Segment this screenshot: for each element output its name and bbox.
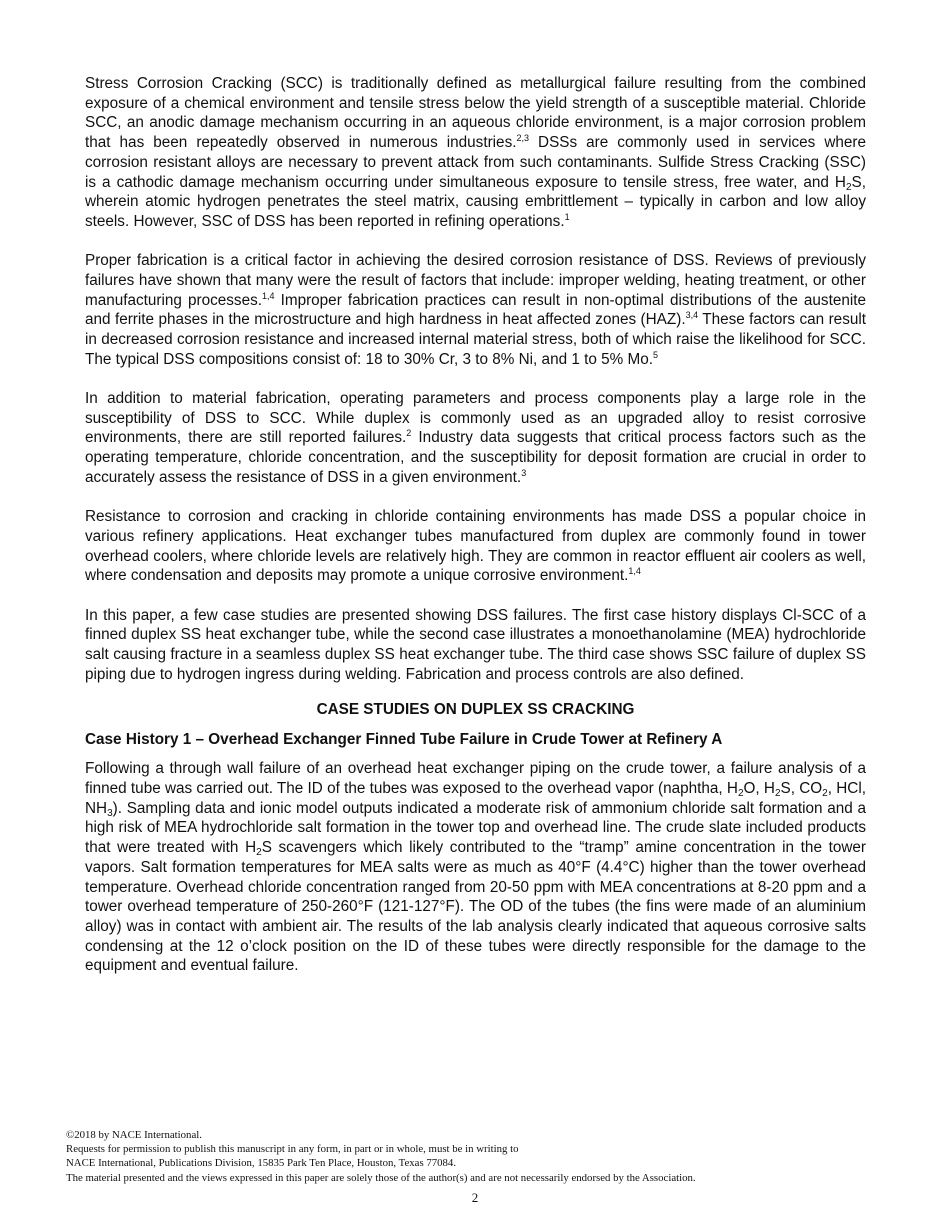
paragraph-refinery-applications xyxy=(85,507,866,586)
paragraph-operating-parameters xyxy=(85,389,866,488)
text-run: In this paper, a few case studies are presented showing DSS failures. The first case history displays Cl-SCC of a finned duplex SS heat exchanger tube, while the second case illustrates a monoethanolamine (MEA) hydrochloride salt causing fracture in a seamless duplex SS heat exchanger tube. The third case shows SSC failure of duplex SS piping due to hydrogen ingress during welding. Fabrication and process controls are also defined. xyxy=(85,606,866,683)
citation-superscript: 2 xyxy=(406,428,412,439)
citation-superscript: 1,4 xyxy=(628,566,641,577)
text-run: Improper fabrication practices can result in non-optimal distributions of the austenite and ferrite phases in the microstructure and high hardness in heat affected zones (HAZ). xyxy=(85,291,866,329)
footer-copyright: ©2018 by NACE International. xyxy=(66,1129,202,1141)
text-run: Industry data suggests that critical process factors such as the operating temperature, chloride concentration, and the susceptibility for deposit formation are crucial in order to accurately assess the resistance of DSS in a given environment. xyxy=(85,429,866,486)
chemical-subscript: 2 xyxy=(737,788,744,800)
footer-address: NACE International, Publications Division, 15835 Park Ten Place, Houston, Texas 77084. xyxy=(66,1157,457,1170)
citation-superscript: 3,4 xyxy=(685,310,699,321)
paragraph-fabrication xyxy=(85,251,866,369)
chemical-subscript: 2 xyxy=(256,847,262,859)
body-text xyxy=(85,74,866,996)
chemical-subscript: 2 xyxy=(845,181,852,193)
case-history-heading: Case History 1 – Overhead Exchanger Finned Tube Failure in Crude Tower at Refinery A xyxy=(85,730,723,748)
citation-superscript: 2,3 xyxy=(516,133,529,144)
citation-superscript: 1 xyxy=(564,211,570,222)
text-run: O, H xyxy=(743,780,775,798)
text-run: Following a through wall failure of an overhead heat exchanger piping on the crude tower, a failure analysis of a finned tube was carried out. The ID of the tubes was exposed to the overhead vapor (naphtha, H xyxy=(85,760,866,798)
footer-disclaimer: The material presented and the views expressed in this paper are solely those of the author(s) and are not necessarily endorsed by the Association. xyxy=(66,1171,696,1184)
text-run: In addition to material fabrication, operating parameters and process components play a large role in the susceptibility of DSS to SCC. While duplex is commonly used as an upgraded alloy to resist corrosive environments, there are still reported failures. xyxy=(85,390,866,447)
text-run: , HCl, NH xyxy=(85,780,866,817)
text-run: Proper fabrication is a critical factor in achieving the desired corrosion resistance of DSS. Reviews of previously failures have shown that many were the result of factors that include: improper welding, heating treatment, or other manufacturing processes. xyxy=(85,252,866,309)
text-run: Stress Corrosion Cracking (SCC) is traditionally defined as metallurgical failure resulting from the combined exposure of a chemical environment and tensile stress below the yield strength of a susceptible material. Chloride SCC, an anodic damage mechanism occurring in an aqueous chloride environment, is a major corrosion problem that has been repeatedly observed in numerous industries. xyxy=(85,75,866,152)
text-run: S, wherein atomic hydrogen penetrates the steel matrix, causing embrittlement – typically in carbon and low alloy steels. However, SSC of DSS has been reported in refining operations. xyxy=(85,173,866,230)
text-run: These factors can result in decreased corrosion resistance and increased internal material stress, both of which raise the likelihood for SCC. The typical DSS compositions consist of: 18 to 30% Cr, 3 to 8% Ni, and 1 to 5% Mo. xyxy=(85,311,866,368)
footer-permission: Requests for permission to publish this manuscript in any form, in part or in whole, must be in writing to xyxy=(66,1143,519,1156)
text-run: S scavengers which likely contributed to the “tramp” amine concentration in the tower vapors. Salt formation temperatures for MEA salts were as much as 40°F (4.4°C) higher than the tower overhead temperature. Overhead chloride concentration ranged from 20-50 ppm with MEA concentrations at 8-20 ppm and a tower overhead temperature of 250-260°F (121-127°F). The OD of the tubes (the fins were made of an aluminium alloy) was in contact with ambient air. The results of the lab analysis clearly indicated that aqueous corrosive salts condensing at the 12 o’clock position on the ID of these tubes were directly responsible for the damage to the equipment and eventual failure. xyxy=(85,839,866,975)
chemical-subscript: 2 xyxy=(774,788,781,800)
paragraph-scc-definition xyxy=(85,74,866,232)
paragraph-paper-overview xyxy=(85,606,866,685)
text-run: Resistance to corrosion and cracking in chloride containing environments has made DSS a popular choice in various refinery applications. Heat exchanger tubes manufactured from duplex are commonly found in tower overhead coolers, where chloride levels are relatively high. They are common in reactor effluent air coolers as well, where condensation and deposits may promote a unique corrosive environment. xyxy=(85,508,866,585)
citation-superscript: 1,4 xyxy=(261,290,275,301)
text-run: DSSs are commonly used in services where corrosion resistant alloys are necessary to prevent attack from such contaminants. Sulfide Stress Cracking (SSC) is a cathodic damage mechanism occurring under simultaneous exposure to tensile stress, free water, and H xyxy=(85,134,866,191)
chemical-subscript: 3 xyxy=(107,807,113,819)
text-run: S, CO xyxy=(780,780,823,798)
page-number: 2 xyxy=(471,1190,479,1205)
copyright-footer xyxy=(66,1128,886,1185)
citation-superscript: 5 xyxy=(652,349,658,360)
paragraph-case-history-1 xyxy=(85,759,866,976)
text-run: ). Sampling data and ionic model outputs indicated a moderate risk of ammonium chloride salt formation and a high risk of MEA hydrochloride salt formation in the tower top and overhead line. The crude slate included products that were treated with H xyxy=(85,799,866,857)
chemical-subscript: 2 xyxy=(822,788,828,800)
section-heading: CASE STUDIES ON DUPLEX SS CRACKING xyxy=(316,700,635,718)
citation-superscript: 3 xyxy=(521,467,527,478)
